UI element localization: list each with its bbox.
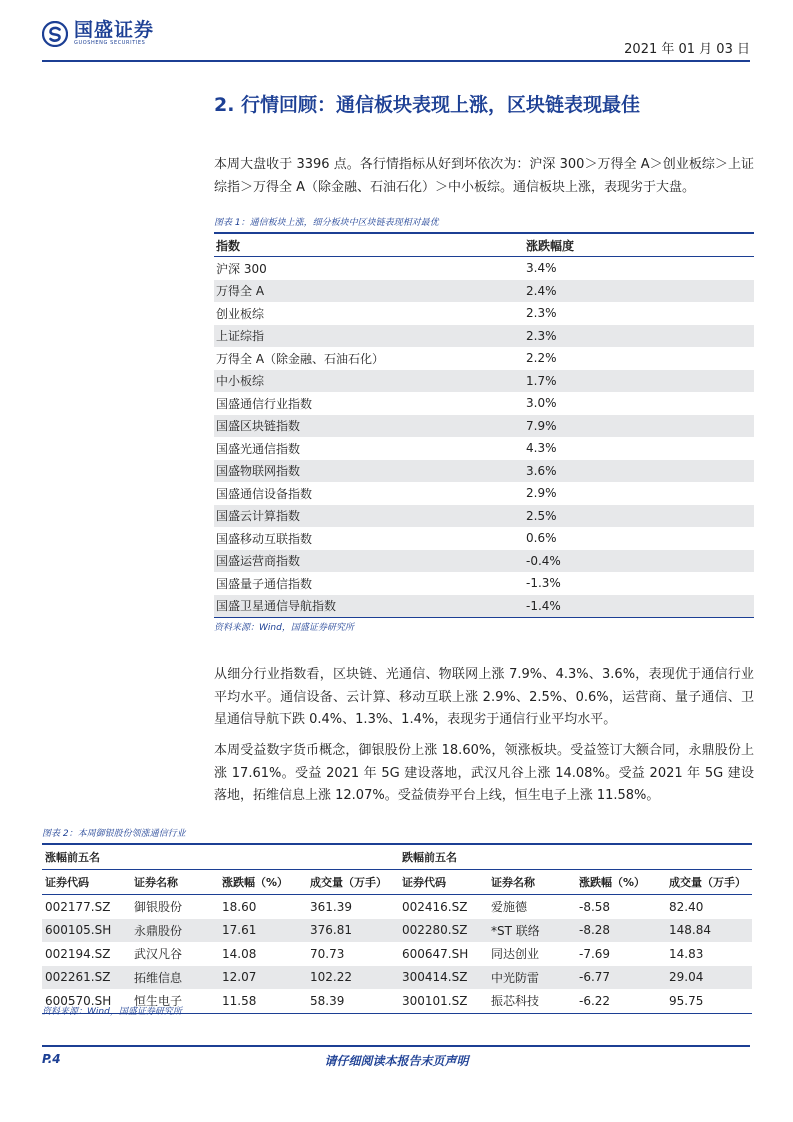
loser-change: -7.69 — [579, 946, 611, 961]
index-name: 中小板综 — [216, 374, 265, 389]
loser-change: -6.22 — [579, 993, 611, 1008]
loser-volume: 14.83 — [669, 946, 704, 961]
gainer-change: 12.07 — [222, 970, 257, 985]
table-bottom-rule — [214, 617, 754, 618]
index-name: 创业板综 — [216, 306, 265, 321]
index-change: 3.4% — [526, 261, 557, 276]
index-change: 2.9% — [526, 486, 557, 501]
table-row — [42, 942, 752, 966]
index-change: -1.4% — [526, 598, 561, 613]
table-row — [214, 302, 754, 325]
loser-volume: 95.75 — [669, 993, 704, 1008]
logo-name-en: GUOSHENG SECURITIES — [74, 40, 146, 46]
table-row — [214, 325, 754, 348]
top-movers-table — [42, 843, 752, 1014]
table-row — [214, 482, 754, 505]
table-group-row — [42, 845, 752, 869]
logo-name-cn: 国盛证券 — [74, 19, 155, 41]
gainer-volume: 70.73 — [310, 946, 345, 961]
gainer-code: 002194.SZ — [45, 946, 111, 961]
index-change: 7.9% — [526, 418, 557, 433]
table-row — [214, 437, 754, 460]
index-change: 2.2% — [526, 351, 557, 366]
table-row — [214, 572, 754, 595]
gainer-name: 御银股份 — [134, 900, 183, 915]
gainer-code: 600570.SH — [45, 993, 112, 1008]
table-row — [214, 347, 754, 370]
loser-code: 002416.SZ — [402, 899, 468, 914]
gainer-name: 武汉凡谷 — [134, 947, 183, 962]
index-name: 国盛量子通信指数 — [216, 576, 313, 591]
index-change: 2.3% — [526, 328, 557, 343]
index-change: -1.3% — [526, 576, 561, 591]
table1-source: 资料来源：Wind，国盛证券研究所 — [214, 623, 354, 633]
subindustry-paragraph: 从细分行业指数看，区块链、光通信、物联网上涨 7.9%、4.3%、3.6%，表现优于通信行业平均水平。通信设备、云计算、移动互联上涨 2.9%、2.5%、0.6%，运营商、量子通信、卫星通信导航下跌 0.4%、1.3%、1.4%，表现劣于通信行业平均水平。 — [214, 667, 754, 727]
index-name: 沪深 300 — [216, 261, 267, 276]
table-row — [214, 257, 754, 280]
header-change: 涨跌幅（%） — [222, 876, 289, 889]
footer-divider — [42, 1045, 750, 1047]
index-name: 万得全 A — [216, 284, 265, 299]
index-change: 1.7% — [526, 373, 557, 388]
index-name: 国盛通信设备指数 — [216, 486, 313, 501]
gainer-name: 恒生电子 — [134, 994, 183, 1009]
header-name: 证券名称 — [491, 876, 535, 889]
table-header-row — [42, 869, 752, 895]
index-change: 2.3% — [526, 306, 557, 321]
loser-name: *ST 联络 — [491, 923, 540, 938]
table-header-row — [214, 234, 754, 257]
index-change: 2.4% — [526, 283, 557, 298]
loser-change: -6.77 — [579, 970, 611, 985]
header-volume: 成交量（万手） — [669, 876, 746, 889]
gainer-volume: 102.22 — [310, 970, 352, 985]
gainer-change: 14.08 — [222, 946, 257, 961]
index-change: 2.5% — [526, 508, 557, 523]
table-row — [214, 415, 754, 438]
gainer-volume: 58.39 — [310, 993, 345, 1008]
figure2-caption: 图表 2：本周御银股份领涨通信行业 — [42, 829, 186, 839]
table-row — [214, 392, 754, 415]
table2-source: 资料来源：Wind，国盛证券研究所 — [42, 1007, 182, 1017]
table-row — [214, 370, 754, 393]
table-row — [214, 595, 754, 618]
index-change: 4.3% — [526, 441, 557, 456]
loser-code: 002280.SZ — [402, 923, 468, 938]
loser-change: -8.28 — [579, 923, 611, 938]
section-title: 2. 行情回顾：通信板块表现上涨，区块链表现最佳 — [214, 94, 641, 116]
header-change: 涨跌幅度 — [526, 238, 575, 253]
index-name: 国盛物联网指数 — [216, 464, 301, 479]
loser-code: 300101.SZ — [402, 993, 468, 1008]
report-date: 2021 年 01 月 03 日 — [624, 42, 750, 57]
loser-code: 300414.SZ — [402, 970, 468, 985]
loser-volume: 29.04 — [669, 970, 704, 985]
company-logo — [42, 20, 154, 47]
gainer-change: 18.60 — [222, 899, 257, 914]
table-row — [214, 460, 754, 483]
index-name: 国盛云计算指数 — [216, 509, 301, 524]
index-change: 0.6% — [526, 531, 557, 546]
loser-name: 爱施德 — [491, 900, 528, 915]
gainer-volume: 376.81 — [310, 923, 352, 938]
index-name: 国盛移动互联指数 — [216, 531, 313, 546]
index-change: -0.4% — [526, 553, 561, 568]
loser-change: -8.58 — [579, 899, 611, 914]
header-change: 涨跌幅（%） — [579, 876, 646, 889]
gainer-change: 11.58 — [222, 993, 257, 1008]
group-losers: 跌幅前五名 — [402, 851, 457, 864]
gainer-name: 拓维信息 — [134, 970, 183, 985]
gainer-code: 600105.SH — [45, 923, 112, 938]
gainer-volume: 361.39 — [310, 899, 352, 914]
table-row — [214, 505, 754, 528]
group-gainers: 涨幅前五名 — [45, 851, 100, 864]
loser-volume: 148.84 — [669, 923, 711, 938]
header-code: 证券代码 — [402, 876, 446, 889]
loser-volume: 82.40 — [669, 899, 704, 914]
index-name: 国盛通信行业指数 — [216, 396, 313, 411]
header-code: 证券代码 — [45, 876, 89, 889]
gainer-code: 002261.SZ — [45, 970, 111, 985]
index-name: 国盛区块链指数 — [216, 419, 301, 434]
index-name: 国盛卫星通信导航指数 — [216, 599, 337, 614]
intro-paragraph: 本周大盘收于 3396 点。各行情指标从好到坏依次为：沪深 300＞万得全 A＞创业板综＞上证综指＞万得全 A（除金融、石油石化）＞中小板综。通信板块上涨，表现劣于大盘。 — [214, 157, 754, 195]
loser-name: 振芯科技 — [491, 994, 540, 1009]
header-index: 指数 — [216, 238, 241, 253]
gainer-code: 002177.SZ — [45, 899, 111, 914]
table-row — [214, 550, 754, 573]
header-name: 证券名称 — [134, 876, 178, 889]
page-header — [0, 0, 793, 70]
table-row — [42, 895, 752, 919]
index-name: 万得全 A（除金融、石油石化） — [216, 351, 385, 366]
table-row — [42, 919, 752, 943]
figure1-caption: 图表 1：通信板块上涨，细分板块中区块链表现相对最优 — [214, 218, 439, 228]
header-volume: 成交量（万手） — [310, 876, 387, 889]
table-row — [214, 280, 754, 303]
index-name: 上证综指 — [216, 329, 265, 344]
index-performance-table — [214, 232, 754, 618]
index-name: 国盛运营商指数 — [216, 554, 301, 569]
page-number: P.4 — [42, 1052, 61, 1066]
loser-name: 同达创业 — [491, 947, 540, 962]
index-change: 3.0% — [526, 396, 557, 411]
gainer-name: 永鼎股份 — [134, 923, 183, 938]
disclaimer-note: 请仔细阅读本报告末页声明 — [324, 1054, 469, 1068]
table-row — [42, 966, 752, 990]
gainer-change: 17.61 — [222, 923, 257, 938]
logo-mark-icon — [42, 21, 68, 47]
loser-code: 600647.SH — [402, 946, 469, 961]
header-divider — [42, 60, 750, 62]
index-change: 3.6% — [526, 463, 557, 478]
table-row — [214, 527, 754, 550]
index-name: 国盛光通信指数 — [216, 441, 301, 456]
loser-name: 中光防雷 — [491, 970, 540, 985]
stock-paragraph: 本周受益数字货币概念，御银股份上涨 18.60%，领涨板块。受益签订大额合同，永鼎股份上涨 17.61%。受益 2021 年 5G 建设落地，武汉凡谷上涨 14.08%。受益 2021 年 5G 建设落地，拓维信息上涨 12.07%。受益债券平台上线，恒生电子上涨 11.58%。 — [214, 743, 754, 803]
